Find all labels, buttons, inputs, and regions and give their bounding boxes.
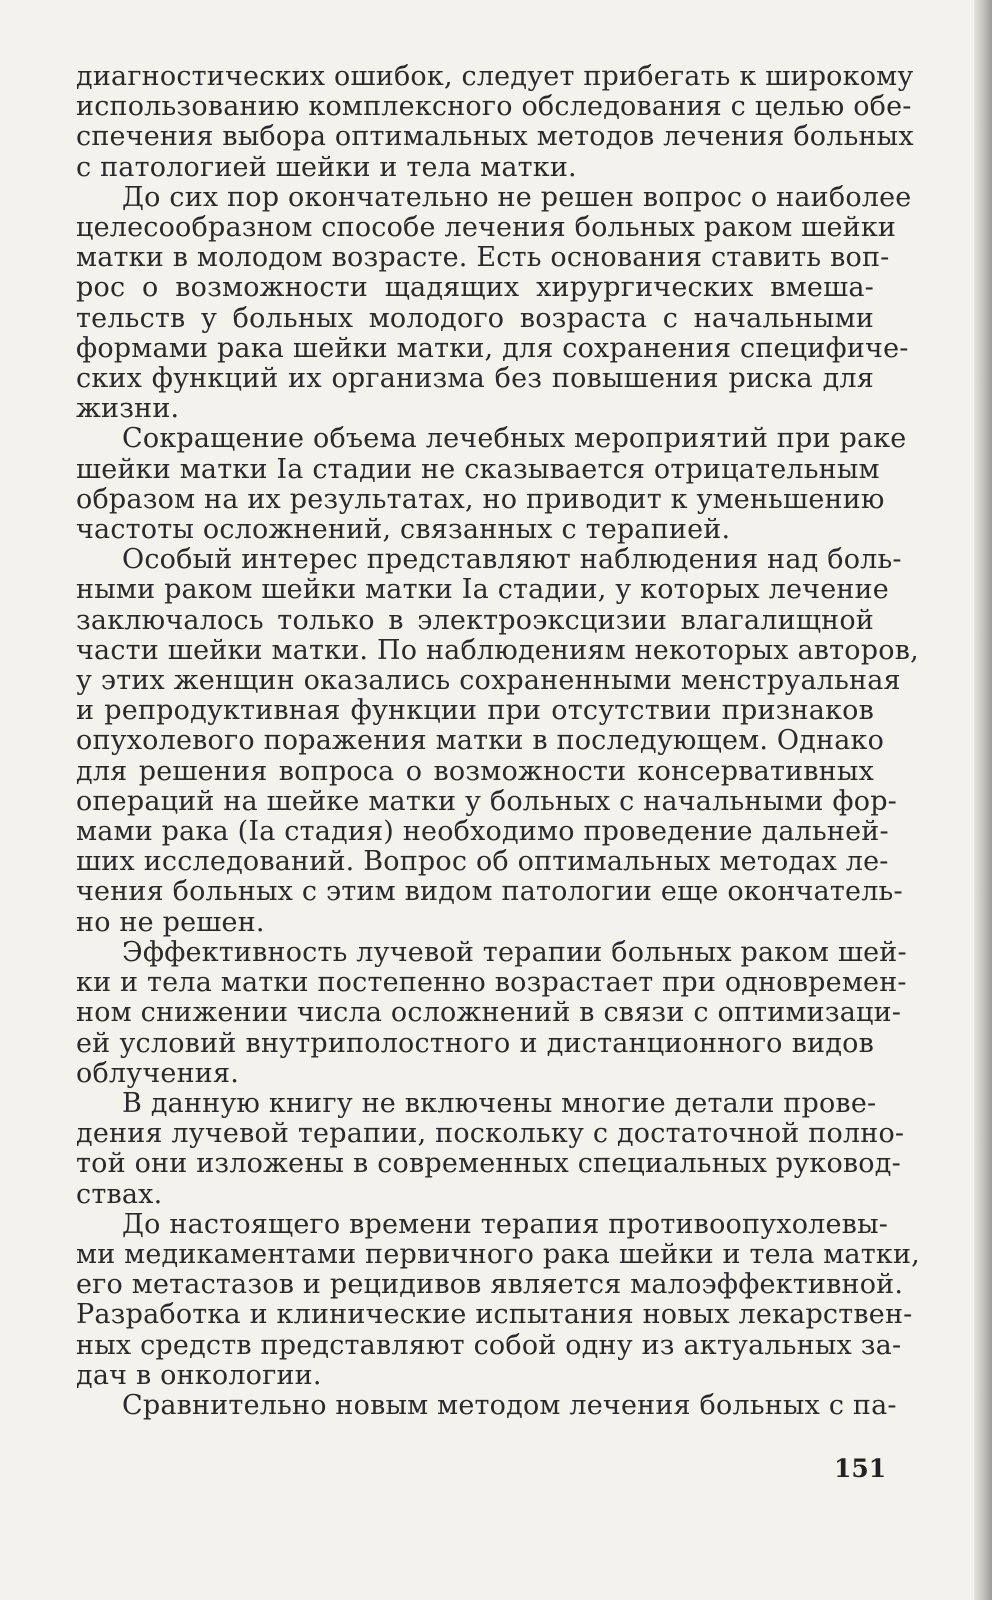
text-line: у этих женщин оказались сохраненными менструальная	[76, 665, 901, 697]
text-line: дач в онкологии.	[76, 1359, 322, 1391]
text-line: Особый интерес представляют наблюдения над боль-	[122, 544, 902, 576]
page-number: 151	[834, 1454, 887, 1483]
text-line: Сравнительно новым методом лечения больных с па-	[122, 1389, 897, 1421]
text-line: образом на их результатах, но приводит к уменьшению	[76, 483, 885, 515]
text-line: ми медикаментами первичного рака шейки и тела матки,	[76, 1238, 920, 1270]
scan-edge-shadow	[974, 0, 992, 1600]
text-line: использованию комплексного обследования с целью обе-	[76, 91, 912, 123]
page-text	[76, 61, 920, 1421]
text-line: заключалось только в электроэксцизии влагалищной	[76, 604, 874, 636]
text-line: ки и тела матки постепенно возрастает при одновремен-	[76, 967, 907, 999]
text-line: облучения.	[76, 1057, 239, 1089]
text-line: Сокращение объема лечебных мероприятий при раке	[122, 423, 907, 455]
text-line: До настоящего времени терапия противоопухолевы-	[122, 1208, 889, 1240]
text-line: шейки матки Iа стадии не сказывается отрицательным	[76, 453, 880, 485]
text-line: Разработка и клинические испытания новых лекарствен-	[76, 1299, 913, 1331]
text-line: спечения выбора оптимальных методов лечения больных	[76, 121, 914, 153]
text-line: части шейки матки. По наблюдениям некоторых авторов,	[76, 634, 919, 666]
text-line: жизни.	[76, 393, 180, 425]
text-line: тельств у больных молодого возраста с начальными	[76, 302, 874, 334]
text-line: ей условий внутриполостного и дистанционного видов	[76, 1027, 874, 1059]
text-line: его метастазов и рецидивов является малоэффективной.	[76, 1269, 904, 1301]
text-line: операций на шейке матки у больных с начальными фор-	[76, 785, 898, 817]
text-line: для решения вопроса о возможности консервативных	[76, 755, 874, 787]
paragraph-4	[76, 544, 919, 938]
text-line: Эффективность лучевой терапии больных раком шей-	[122, 936, 907, 968]
paragraph-5	[76, 936, 907, 1089]
text-line: ших исследований. Вопрос об оптимальных методах ле-	[76, 846, 889, 878]
paragraph-1	[76, 61, 914, 183]
text-line: ских функций их организма без повышения риска для	[76, 363, 874, 395]
text-line: но не решен.	[76, 906, 265, 938]
text-line: дения лучевой терапии, поскольку с достаточной полно-	[76, 1118, 905, 1150]
text-line: В данную книгу не включены многие детали прове-	[122, 1087, 877, 1119]
text-line: с патологией шейки и тела матки.	[76, 151, 577, 183]
text-line: рос о возможности щадящих хирургических вмеша-	[76, 272, 874, 304]
text-line: ствах.	[76, 1178, 163, 1210]
text-line: диагностических ошибок, следует прибегать к широкому	[76, 61, 914, 92]
text-line: целесообразном способе лечения больных раком шейки	[76, 212, 897, 244]
text-line: и репродуктивная функции при отсутствии признаков	[76, 695, 874, 727]
paragraph-6	[76, 1087, 905, 1210]
text-line: формами рака шейки матки, для сохранения специфиче-	[76, 332, 909, 364]
paragraph-8	[76, 1389, 897, 1421]
text-line: До сих пор окончательно не решен вопрос о наиболее	[122, 181, 912, 213]
paragraph-7	[76, 1208, 920, 1391]
text-line: мами рака (Iа стадия) необходимо проведение дальней-	[76, 816, 889, 848]
text-line: матки в молодом возрасте. Есть основания ставить воп-	[76, 242, 890, 274]
text-line: ном снижении числа осложнений в связи с оптимизаци-	[76, 997, 902, 1029]
text-line: опухолевого поражения матки в последующем. Однако	[76, 725, 885, 757]
paragraph-3	[76, 423, 907, 546]
text-line: ных средств представляют собой одну из актуальных за-	[76, 1329, 902, 1361]
paragraph-2	[76, 181, 912, 425]
text-line: ными раком шейки матки Iа стадии, у которых лечение	[76, 574, 889, 606]
text-line: той они изложены в современных специальных руковод-	[76, 1148, 901, 1180]
text-line: чения больных с этим видом патологии еще окончатель-	[76, 876, 903, 908]
text-line: частоты осложнений, связанных с терапией.	[76, 514, 731, 546]
